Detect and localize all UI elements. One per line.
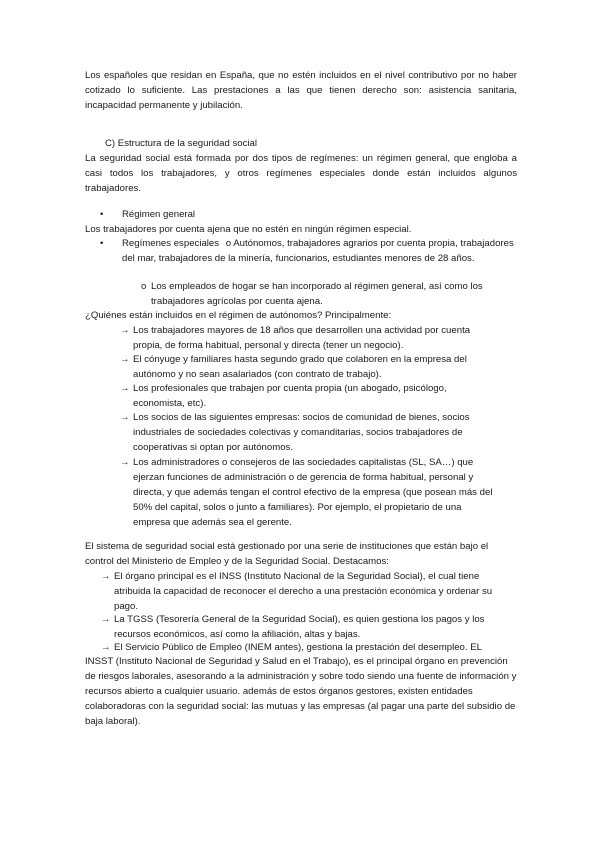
autonomos-item	[120, 353, 498, 383]
regimenes-especiales-item	[100, 237, 520, 267]
arrow-right-icon: →	[120, 457, 130, 468]
regimenes-especiales-subitem	[141, 280, 519, 310]
bullet-icon: •	[100, 238, 104, 249]
autonomos-item	[120, 411, 498, 456]
arrow-right-icon: →	[101, 614, 111, 625]
regimenes-especiales-text	[122, 237, 520, 267]
gestion-item	[101, 613, 517, 643]
regimen-general-label: Régimen general	[122, 209, 196, 220]
sub-bullet-icon: o	[141, 281, 147, 292]
gestion-item-text: La TGSS (Tesorería General de la Seguridad Social), es quien gestiona los pagos y los recursos económicos, así como la afiliación, altas y bajas.	[114, 614, 485, 640]
regimenes-especiales-item-1: Autónomos, trabajadores agrarios por cuenta propia, trabajadores del mar, trabajadores de la minería, funcionarios, estudiantes menores de 28 años.	[122, 238, 514, 264]
gestion-item	[101, 570, 517, 615]
sub-bullet-icon: o	[225, 238, 232, 249]
gestion-item-text: El Servicio Público de Empleo (INEM antes), gestiona la prestación del desempleo. EL	[114, 642, 482, 653]
arrow-right-icon: →	[120, 383, 130, 394]
autonomos-item	[120, 324, 498, 354]
autonomos-item-text: Los profesionales que trabajen por cuenta propia (un abogado, psicólogo, economista, etc).	[133, 383, 447, 409]
autonomos-item-text: Los administradores o consejeros de las sociedades capitalistas (SL, SA…) que ejerzan funciones de administración o de gerencia de forma habitual, personal y directa, y que además tengan el control efectivo de la empresa (que posean más del 50% del capital, solos o junto a familiares). Por ejemplo, el propietario de una empresa que además sea el gerente.	[133, 457, 493, 528]
autonomos-question: ¿Quiénes están incluidos en el régimen de autónomos? Principalmente:	[85, 310, 392, 321]
regimenes-especiales-item-2: Los empleados de hogar se han incorporado al régimen general, así como los trabajadores agrícolas por cuenta ajena.	[151, 281, 483, 307]
regimen-general-item	[100, 208, 520, 223]
gestion-intro: El sistema de seguridad social está gestionado por una serie de instituciones que están bajo el control del Ministerio de Empleo y de la Seguridad Social. Destacamos:	[85, 541, 489, 567]
autonomos-item-text: El cónyuge y familiares hasta segundo grado que colaboren en la empresa del autónomo y no sean asalariados (con contrato de trabajo).	[133, 354, 467, 380]
bullet-icon: •	[100, 209, 104, 220]
regimen-general-description: Los trabajadores por cuenta ajena que no estén en ningún régimen especial.	[85, 224, 412, 235]
intro-paragraph: Los españoles que residan en España, que no estén incluidos en el nivel contributivo por no haber cotizado lo suficiente. Las prestaciones a las que tienen derecho son: asistencia sanitaria, incapacidad permanente y jubilación.	[85, 70, 517, 111]
gestion-item	[101, 641, 517, 656]
autonomos-item-text: Los trabajadores mayores de 18 años que desarrollen una actividad por cuenta propia, de forma habitual, personal y directa (tener un negocio).	[133, 325, 471, 351]
autonomos-item	[120, 382, 498, 412]
gestion-closing: INSST (Instituto Nacional de Seguridad y Salud en el Trabajo), es el principal órgano en prevención de riesgos laborales, asesorando a la administración y sobre todo siendo una fuente de información y recursos abierto a cualquier usuario. además de estos órganos gestores, existen entidades colaboradoras con la seguridad social: las mutuas y las empresas (al pagar una parte del subsidio de baja laboral).	[85, 656, 517, 727]
arrow-right-icon: →	[120, 325, 130, 336]
regimenes-especiales-label: Regímenes especiales	[122, 238, 220, 249]
arrow-right-icon: →	[101, 642, 111, 653]
section-c-paragraph: La seguridad social está formada por dos tipos de regímenes: un régimen general, que engloba a casi todos los trabajadores, y otros regímenes especiales donde están incluidos algunos trabajadores.	[85, 153, 517, 194]
arrow-right-icon: →	[120, 412, 130, 423]
arrow-right-icon: →	[120, 354, 130, 365]
section-c-heading: C) Estructura de la seguridad social	[105, 138, 257, 149]
arrow-right-icon: →	[101, 571, 111, 582]
autonomos-item	[120, 456, 498, 531]
gestion-item-text: El órgano principal es el INSS (Instituto Nacional de la Seguridad Social), el cual tiene atribuida la capacidad de reconocer el derecho a una prestación económica y ordenar su pago.	[114, 571, 493, 612]
autonomos-item-text: Los socios de las siguientes empresas: socios de comunidad de bienes, socios industriales de sociedades colectivas y comanditarias, socios trabajadores de cooperativas si optan por autónomos.	[133, 412, 470, 453]
